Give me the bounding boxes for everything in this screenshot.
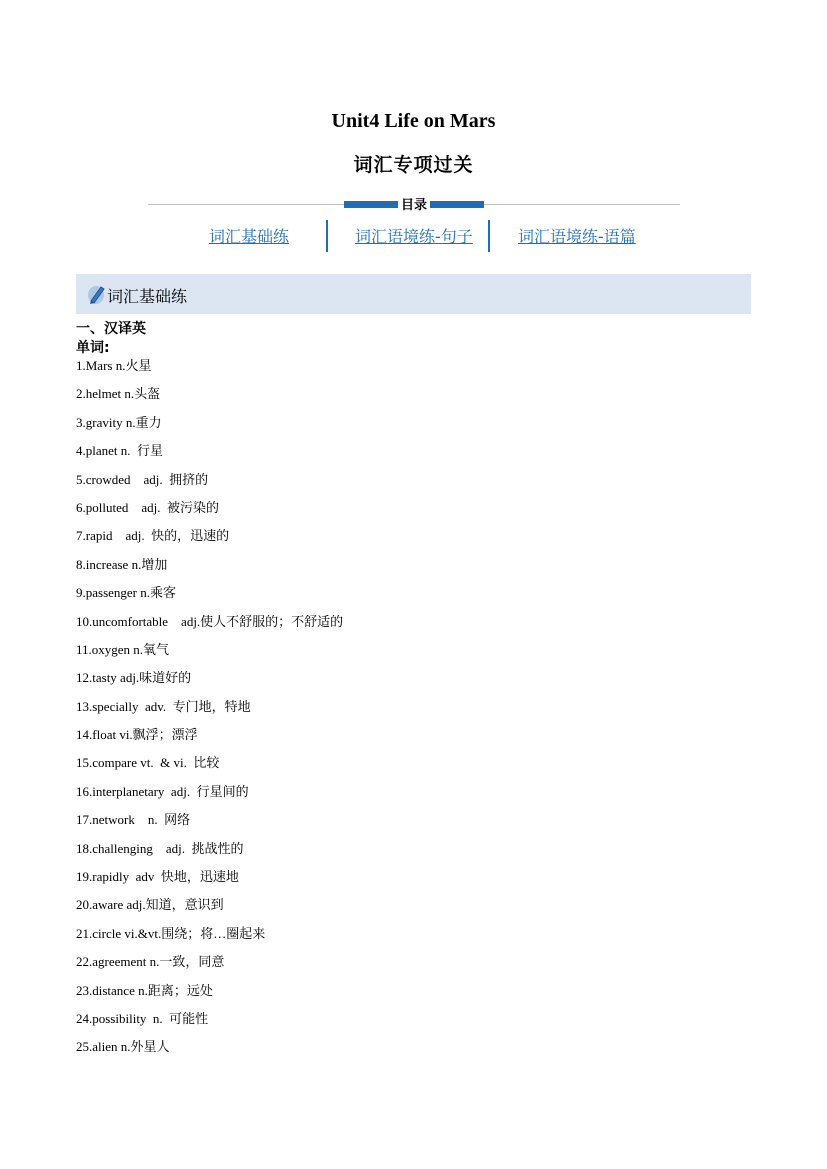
list-item: 22.agreement n.一致，同意	[76, 954, 225, 970]
list-item: 12.tasty adj.味道好的	[76, 670, 192, 686]
toc-separator	[488, 220, 490, 252]
section-banner	[76, 274, 751, 314]
toc-label: 目录	[398, 194, 430, 213]
list-item: 20.aware adj.知道，意识到	[76, 897, 224, 913]
list-item: 8.increase n.增加	[76, 556, 168, 572]
section-title: 词汇基础练	[107, 287, 188, 306]
sub-heading: 单词:	[76, 340, 110, 356]
toc-link-basic[interactable]: 词汇基础练	[209, 227, 290, 246]
pencil-icon	[86, 283, 106, 305]
list-item: 9.passenger n.乘客	[76, 585, 177, 601]
list-item: 2.helmet n.头盔	[76, 386, 161, 402]
list-item: 18.challenging adj. 挑战性的	[76, 840, 244, 856]
list-item: 16.interplanetary adj. 行星间的	[76, 783, 249, 799]
page-subtitle: 词汇专项过关	[353, 154, 474, 176]
list-item: 7.rapid adj. 快的，迅速的	[76, 528, 230, 544]
toc-separator	[326, 220, 328, 252]
page-title: Unit4 Life on Mars	[331, 110, 496, 132]
vocab-list	[76, 355, 343, 1065]
toc-accent-bar-right	[429, 201, 484, 208]
toc-link-sentence[interactable]: 词汇语境练-句子	[355, 227, 473, 246]
list-item: 6.polluted adj. 被污染的	[76, 499, 219, 515]
list-item: 15.compare vt. & vi. 比较	[76, 755, 220, 771]
list-item: 19.rapidly adv 快地，迅速地	[76, 869, 239, 885]
list-item: 4.planet n. 行星	[76, 443, 164, 459]
list-item: 10.uncomfortable adj.使人不舒服的；不舒适的	[76, 613, 344, 629]
list-item: 21.circle vi.&vt.围绕；将…圈起来	[76, 925, 266, 941]
list-item: 25.alien n.外星人	[76, 1039, 170, 1055]
list-item: 3.gravity n.重力	[76, 414, 162, 430]
list-item: 23.distance n.距离；远处	[76, 982, 213, 998]
list-item: 13.specially adv. 专门地，特地	[76, 698, 251, 714]
toc-accent-bar-left	[344, 201, 400, 208]
part-heading: 一、汉译英	[76, 321, 146, 337]
toc-links	[0, 220, 827, 252]
list-item: 24.possibility n. 可能性	[76, 1010, 209, 1026]
list-item: 14.float vi.飘浮；漂浮	[76, 727, 198, 743]
list-item: 1.Mars n.火星	[76, 358, 152, 373]
list-item: 11.oxygen n.氧气	[76, 641, 170, 657]
list-item: 5.crowded adj. 拥挤的	[76, 471, 209, 487]
toc-link-passage[interactable]: 词汇语境练-语篇	[518, 227, 636, 246]
list-item: 17.network n. 网络	[76, 812, 191, 828]
